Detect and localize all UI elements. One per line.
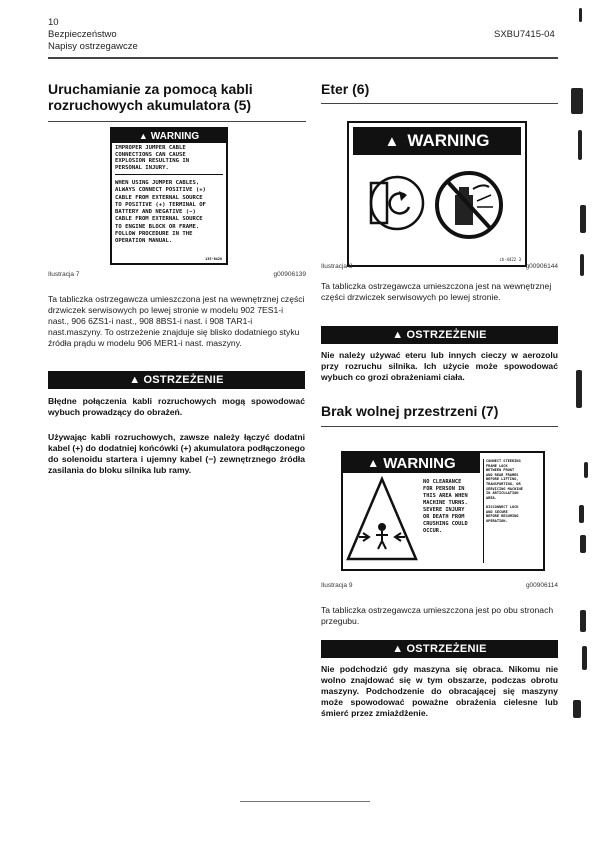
- heading-line-1: Uruchamianie za pomocą kabli: [48, 81, 253, 97]
- warning-label: OSTRZEŻENIE: [406, 329, 487, 341]
- caption-label: Ilustracja 7: [48, 271, 80, 278]
- clearance-warning-decal: [341, 451, 545, 571]
- warning-triangle-icon: ▲: [367, 456, 380, 470]
- warning-triangle-icon: ▲: [129, 374, 141, 386]
- warning-text: Błędne połączenia kabli rozruchowych mogą spowodować wybuch prowadzący do obrażeń.: [48, 396, 305, 417]
- ether-warning-decal: [347, 121, 527, 267]
- section-title: Bezpieczeństwo: [48, 29, 117, 40]
- decal-top-text: IMPROPER JUMPER CABLE CONNECTIONS CAN CAUSE EXPLOSION RESULTING IN PERSONAL INJURY.: [115, 145, 223, 175]
- decal-right-text: CONNECT STEERING FRAME LOCK BETWEEN FRONT AND REAR FRAMES BEFORE LIFTING, TRANSPORTING, OR SERVICING MACHINE IN ARTICULATION AREA. DISCONNECT LOCK AND SECURE BEFORE RESUMING OPERATION.: [483, 459, 544, 563]
- hazard-triangle-icon: [348, 479, 416, 559]
- decal-location-paragraph: Ta tabliczka ostrzegawcza umieszczona jest na wewnętrznej części drzwiczek serwisowych po lewej stronie w modelu 902 7ES1-i nast., 906 6ZS1-i nast., 908 8BS1-i nast. i 908 TAR1-i nast.maszyny. To ostrzeżenie znajduje się blisko dodatniego styku źródła prądu w modelu 906 MER1-i nast. maszyny.: [48, 294, 305, 348]
- decal-part-number: 135-6426: [205, 257, 222, 261]
- ether-prohibition-pictogram: [357, 161, 517, 251]
- warning-label: OSTRZEŻENIE: [143, 374, 224, 386]
- figure-caption-9: [321, 582, 558, 589]
- page-number: 10: [48, 17, 59, 28]
- caption-label: Ilustracja 9: [321, 582, 353, 589]
- document-code: SXBU7415-04: [494, 29, 555, 40]
- decal-bottom-text: WHEN USING JUMPER CABLES, ALWAYS CONNECT POSITIVE (+) CABLE FROM EXTERNAL SOURCE TO POSITIVE (+) TERMINAL OF BATTERY AND NEGATIVE (−) CABLE FROM EXTERNAL SOURCE TO ENGINE BLOCK OR FRAME. FOLLOW PROCEDURE IN THE OPERATION MANUAL.: [115, 180, 206, 245]
- warning-triangle-icon: ▲: [392, 329, 404, 341]
- decal-header-label: WARNING: [383, 454, 456, 472]
- heading-line-2: rozruchowych akumulatora (5): [48, 97, 252, 113]
- warning-banner: [321, 640, 558, 658]
- figure-caption-7: [48, 271, 306, 278]
- decal-location-paragraph: Ta tabliczka ostrzegawcza umieszczona jest po obu stronach przegubu.: [321, 605, 554, 626]
- instruction-text: Używając kabli rozruchowych, zawsze należy łączyć dodatni kabel (+) do dodatniej końcówki (+) akumulatora podłączonego do solenoidu startera i ujemny kabel (−) zewnętrznego źródła zasilania do bloku silnika lub ramy.: [48, 432, 305, 475]
- decal-header-label: WARNING: [407, 131, 490, 150]
- caption-label: Ilustracja 8: [321, 263, 353, 270]
- decal-part-number: ch-4422 3: [499, 257, 521, 262]
- jumper-cable-warning-decal: [110, 127, 228, 265]
- section-heading-jumper: [48, 81, 298, 113]
- warning-text: Nie należy używać eteru lub innych cieczy w aerozolu przy rozruchu silnika. Ich użycie może spowodować wybuch co grozi obrażeniami ciała.: [321, 350, 558, 382]
- section-heading-ether: Eter (6): [321, 81, 370, 97]
- engine-start-icon: [371, 177, 423, 229]
- decal-middle-text: NO CLEARANCE FOR PERSON IN THIS AREA WHEN MACHINE TURNS. SEVERE INJURY OR DEATH FROM CRUSHING COULD OCCUR.: [423, 479, 468, 534]
- crushed-person-icon: [359, 524, 405, 549]
- section-rule: [48, 121, 306, 122]
- decal-header: [353, 127, 521, 155]
- warning-banner: [321, 326, 558, 344]
- warning-label: OSTRZEŻENIE: [406, 643, 487, 655]
- warning-triangle-icon: ▲: [392, 643, 404, 655]
- section-rule: [321, 426, 558, 427]
- section-heading-clearance: Brak wolnej przestrzeni (7): [321, 403, 499, 419]
- decal-header-label: WARNING: [150, 130, 200, 142]
- warning-banner: [48, 371, 305, 389]
- warning-triangle-icon: ▲: [138, 131, 148, 141]
- caption-code: g00906139: [273, 271, 306, 278]
- no-spray-icon: [437, 173, 501, 237]
- header-rule: [48, 57, 558, 59]
- footer-rule: [240, 801, 370, 802]
- section-rule: [321, 103, 558, 104]
- caption-code: g00906114: [525, 582, 558, 589]
- decal-header: [343, 453, 480, 473]
- decal-header: [112, 129, 226, 143]
- decal-location-paragraph: Ta tabliczka ostrzegawcza umieszczona jest na wewnętrznej części drzwiczek serwisowych po lewej stronie.: [321, 281, 552, 302]
- figure-caption-8: [321, 263, 558, 270]
- warning-text: Nie podchodzić gdy maszyna się obraca. Nikomu nie wolno znajdować się w tym obszarze, podczas obrotu maszyny. Podchodzenie do obracającej się maszyny może spowodować poważne obrażenia cielesne lub śmierć przez zmiażdżenie.: [321, 664, 558, 718]
- caption-code: g00906144: [525, 263, 558, 270]
- warning-triangle-icon: ▲: [384, 132, 400, 150]
- subsection-title: Napisy ostrzegawcze: [48, 41, 138, 52]
- crush-hazard-pictogram: [345, 475, 419, 565]
